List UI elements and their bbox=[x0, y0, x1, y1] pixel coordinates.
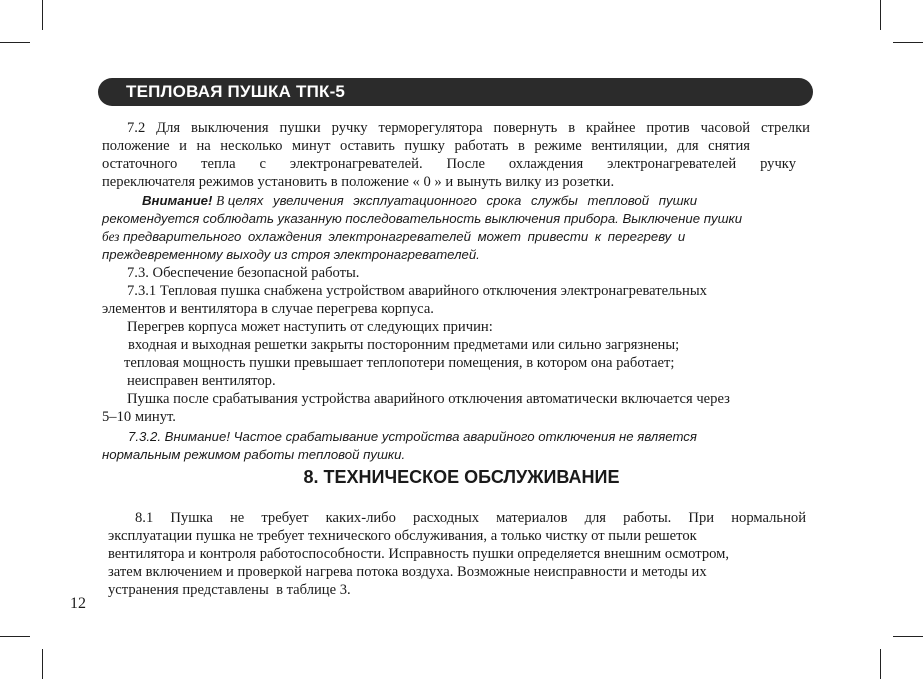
header-banner bbox=[98, 78, 813, 106]
crop-mark bbox=[893, 636, 923, 637]
warning-label: Внимание! bbox=[142, 193, 213, 208]
crop-mark bbox=[42, 0, 43, 30]
paragraph-8-1-line-5: устранения представлены в таблице 3. bbox=[108, 582, 351, 598]
warning2-line-1: 7.3.2. Внимание! Частое срабатывание устройства аварийного отключения не является bbox=[128, 429, 697, 444]
paragraph-8-1-line-1: 8.1 Пушка не требует каких-либо расходных материалов для работы. При нормальной bbox=[135, 510, 806, 526]
warning2-line-2: нормальным режимом работы тепловой пушки. bbox=[102, 447, 406, 462]
crop-mark bbox=[0, 42, 30, 43]
warning-line-1: Внимание! В целях увеличения эксплуатационного срока службы тепловой пушки bbox=[142, 193, 698, 208]
crop-mark bbox=[880, 0, 881, 30]
paragraph-7-3-1-line-2: элементов и вентилятора в случае перегрева корпуса. bbox=[102, 301, 434, 317]
restart-line-2: 5–10 минут. bbox=[102, 409, 176, 425]
paragraph-7-2-line-1: 7.2 Для выключения пушки ручку терморегулятора повернуть в крайнее против часовой стрелки bbox=[127, 120, 810, 136]
paragraph-7-2-line-3: остаточного тепла с электронагревателей. После охлаждения электронагревателей ручку bbox=[102, 156, 796, 172]
paragraph-8-1-line-3: вентилятора и контроля работоспособности. Исправность пушки определяется внешним осмотром, bbox=[108, 546, 730, 562]
warning-line-2: рекомендуется соблюдать указанную последовательность выключения прибора. Выключение пушки bbox=[102, 211, 743, 226]
paragraph-8-1-line-2: эксплуатации пушка не требует технического обслуживания, а только чистку от пыли решеток bbox=[108, 528, 697, 544]
overheat-cause: тепловая мощность пушки превышает теплопотери помещения, в котором она работает; bbox=[124, 355, 675, 371]
crop-mark bbox=[0, 636, 30, 637]
warning-line-4: преждевременному выходу из строя электронагревателей. bbox=[102, 247, 480, 262]
heading-7-3: 7.3. Обеспечение безопасной работы. bbox=[127, 265, 360, 281]
overheat-cause: входная и выходная решетки закрыты посторонним предметами или сильно загрязнены; bbox=[128, 337, 680, 353]
paragraph-8-1-line-4: затем включением и проверкой нагрева потока воздуха. Возможные неисправности и методы их bbox=[108, 564, 707, 580]
crop-mark bbox=[893, 42, 923, 43]
overheat-intro: Перегрев корпуса может наступить от следующих причин: bbox=[127, 319, 493, 335]
section-title: 8. ТЕХНИЧЕСКОЕ ОБСЛУЖИВАНИЕ bbox=[303, 467, 620, 487]
restart-line-1: Пушка после срабатывания устройства аварийного отключения автоматически включается через bbox=[127, 391, 730, 407]
paragraph-7-2-line-4: переключателя режимов установить в положение « 0 » и вынуть вилку из розетки. bbox=[102, 174, 615, 190]
paragraph-7-2-line-2: положение и на несколько минут оставить пушку работать в режиме вентиляции, для снятия bbox=[102, 138, 750, 154]
warning-line-3: без предварительного охлаждения электронагревателей может привести к перегреву и bbox=[102, 229, 686, 244]
page-number: 12 bbox=[70, 595, 86, 612]
crop-mark bbox=[880, 649, 881, 679]
overheat-cause: неисправен вентилятор. bbox=[127, 373, 276, 389]
paragraph-7-3-1-line-1: 7.3.1 Тепловая пушка снабжена устройством аварийного отключения электронагревательных bbox=[127, 283, 707, 299]
crop-mark bbox=[42, 649, 43, 679]
page-title: ТЕПЛОВАЯ ПУШКА ТПК-5 bbox=[126, 82, 346, 101]
